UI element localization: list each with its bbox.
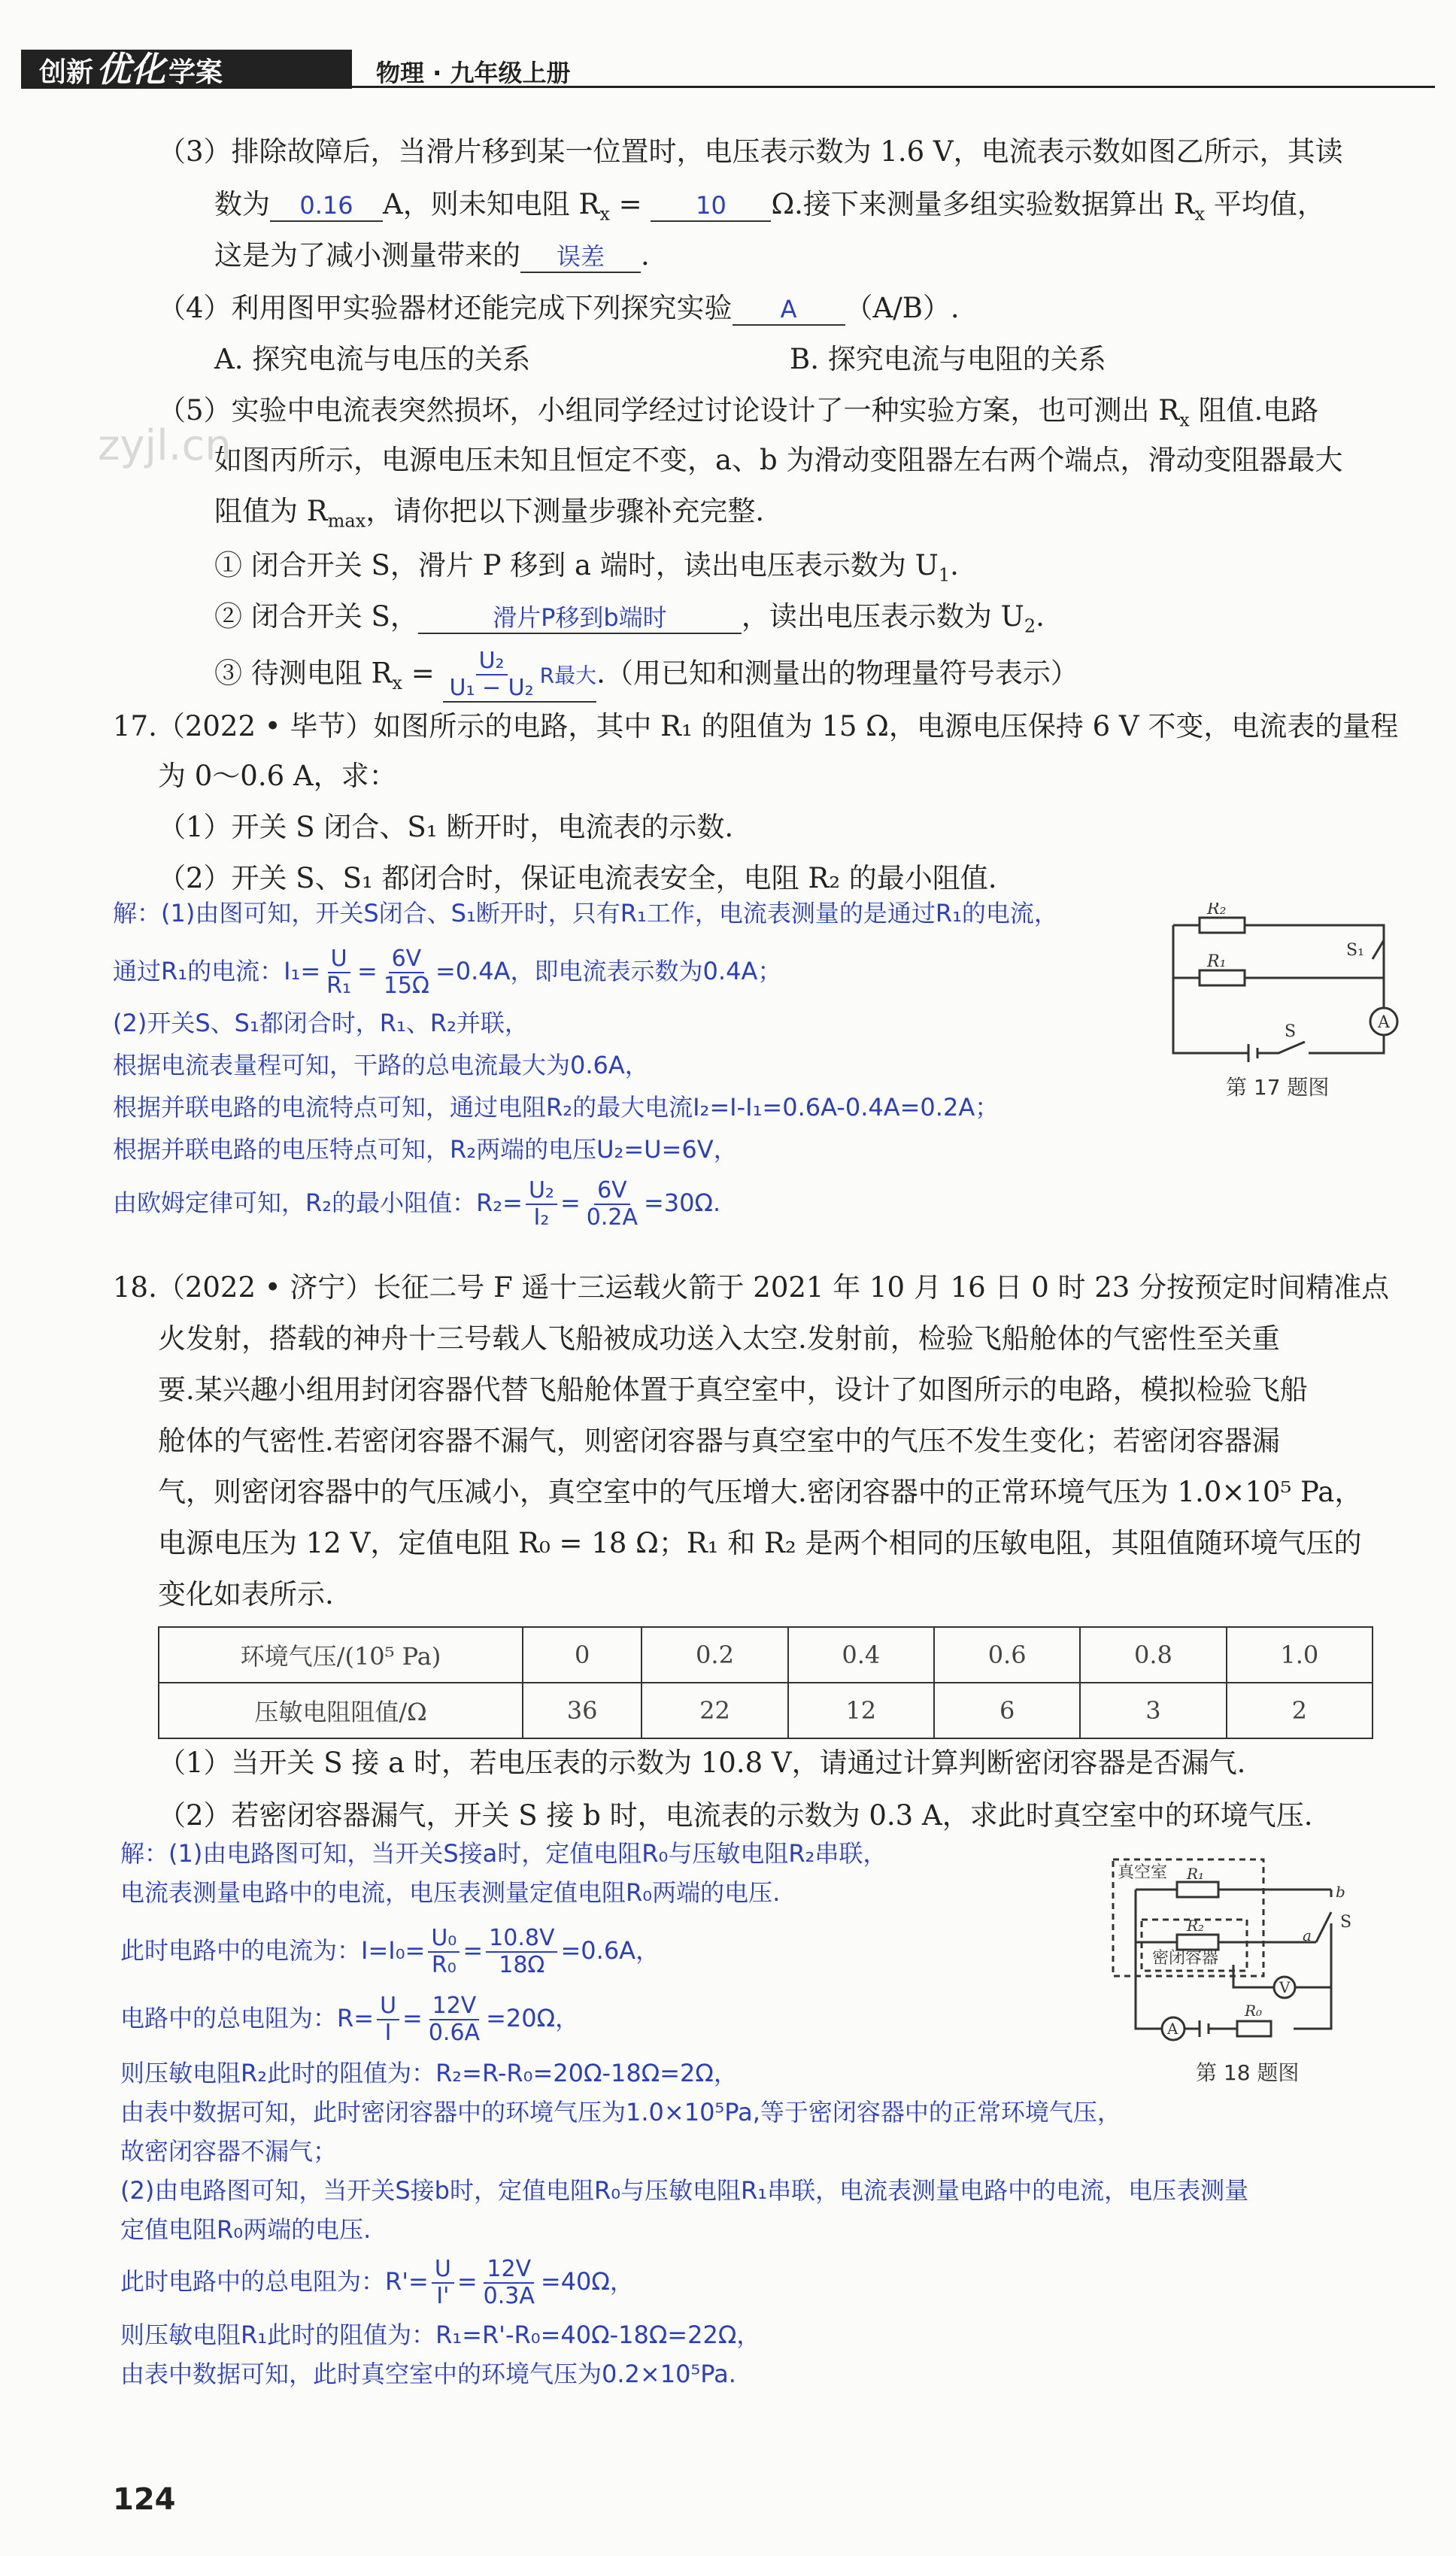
q16-p5-line2: 如图丙所示，电源电压未知且恒定不变，a、b 为滑动变阻器左右两个端点，滑动变阻器最大 [214, 444, 1343, 476]
brand-part-2: 优化 [96, 49, 166, 90]
q18-sol-8: (2)由电路图可知，当开关S接b时，定值电阻R₀与压敏电阻R₁串联，电流表测量电路中的电流，电压表测量 [120, 2176, 1249, 2205]
q17-sol-4: 根据电流表量程可知，干路的总电流最大为0.6A， [113, 1051, 649, 1079]
q18-sol-2: 电流表测量电路中的电流，电压表测量定值电阻R₀两端的电压. [120, 1878, 781, 1907]
q17-sol-6: 根据并联电路的电压特点可知，R₂两端的电压U₂=U=6V， [113, 1135, 738, 1164]
q18-line4: 舱体的气密性.若密闭容器不漏气，则密闭容器与真空室中的气压不发生变化；若密闭容器漏 [158, 1425, 1280, 1457]
option-a: A. 探究电流与电压的关系 [214, 343, 531, 375]
frac-num: U [377, 1993, 399, 2020]
table-cell: 0 [523, 1627, 642, 1683]
answer-resistance: 10 [651, 190, 771, 222]
frac-num: U₀ [428, 1926, 460, 1953]
frac-num: 6V [389, 946, 425, 973]
frac-num: U [432, 2257, 454, 2284]
frac [323, 946, 354, 999]
frac-den: R₀ [431, 1952, 457, 1978]
q18-sol-12: 由表中数据可知，此时真空室中的环境气压为0.2×10⁵Pa. [120, 2360, 736, 2388]
q16-text: （5）实验中电流表突然损坏，小组同学经过讨论设计了一种实验方案，也可测出 R [158, 394, 1180, 427]
q18-line6: 电源电压为 12 V，定值电阻 R₀ = 18 Ω；R₁ 和 R₂ 是两个相同的压敏电阻，其阻值随环境气压的 [158, 1527, 1362, 1559]
q18-sol-9: 定值电阻R₀两端的电压. [120, 2215, 372, 2244]
sol-text: 通过R₁的电流：I₁= [113, 957, 321, 985]
q17-figure-caption: 第 17 题图 [1226, 1075, 1330, 1100]
sol-text: = [457, 2267, 478, 2296]
frac [486, 1926, 557, 1978]
frac-den: 15Ω [383, 973, 429, 999]
table-cell: 2 [1227, 1683, 1373, 1738]
q16-text: （4）利用图甲实验器材还能完成下列探究实验 [158, 292, 733, 324]
label-r0: R₀ [1245, 2002, 1263, 2020]
q16-text: = [402, 657, 444, 690]
frac [526, 1178, 557, 1231]
q16-p3-line3 [214, 238, 650, 274]
table-cell: 1.0 [1227, 1627, 1373, 1683]
ammeter-label: A [1378, 1013, 1390, 1032]
q16-text: A，则未知电阻 R [383, 188, 600, 220]
table-row [159, 1683, 1373, 1738]
q16-text: 平均值， [1205, 188, 1325, 220]
q16-text: ① 闭合开关 S，滑片 P 移到 a 端时，读出电压表示数为 U [214, 549, 939, 581]
q16-text: （A/B）. [845, 292, 960, 324]
q17-sol-7 [113, 1178, 720, 1231]
sol-text: 此时电路中的总电阻为：R'= [120, 2267, 429, 2296]
frac-num: U₂ [526, 1178, 557, 1205]
sol-text: 此时电路中的电流为：I=I₀= [120, 1936, 426, 1965]
q18-line5: 气，则密闭容器中的气压减小，真空室中的气压增大.密闭容器中的正常环境气压为 1.0×10⁵ Pa， [158, 1476, 1363, 1508]
table-cell: 0.6 [934, 1627, 1080, 1683]
frac-den: 0.6A [428, 2020, 481, 2046]
frac-num: 12V [484, 2257, 534, 2284]
q17-sub2: （2）开关 S、S₁ 都闭合时，保证电流表安全，电阻 R₂ 的最小阻值. [158, 862, 997, 894]
q18-sol-11: 则压敏电阻R₁此时的阻值为：R₁=R'-R₀=40Ω-18Ω=22Ω， [120, 2321, 761, 2349]
q16-text: ，请你把以下测量步骤补充完整. [366, 495, 765, 527]
formula-rx [446, 648, 536, 701]
q16-p5-line1: （5）实验中电流表突然损坏，小组同学经过讨论设计了一种实验方案，也可测出 $R_x$ 阻值.电路 [158, 394, 1319, 431]
sol-text: = [463, 1936, 484, 1965]
brand-part-1: 创新 [39, 57, 94, 88]
label-r2: R₂ [1187, 1917, 1205, 1935]
q17-sol-1: 解：(1)由图可知，开关S闭合、S₁断开时，只有R₁工作，电流表测量的是通过R₁的电流， [113, 899, 1058, 927]
q16-p5-line3 [214, 493, 764, 539]
frac [377, 1993, 399, 2046]
q16-p3-line1: （3）排除故障后，当滑片移到某一位置时，电压表示数为 1.6 V，电流表示数如图乙所示，其读 [158, 135, 1343, 168]
q18-line3: 要.某兴趣小组用封闭容器代替飞船舱体置于真空室中，设计了如图所示的电路，模拟检验飞船 [158, 1374, 1308, 1406]
table-cell: 12 [788, 1683, 934, 1738]
switch-b-label: b [1336, 1883, 1345, 1901]
frac [481, 2257, 538, 2309]
brand-banner [21, 50, 352, 89]
q16-text: Ω.接下来测量多组实验数据算出 R [771, 188, 1195, 220]
pressure-resistance-table [158, 1626, 1373, 1739]
frac-num: 10.8V [486, 1926, 557, 1953]
q18-line2: 火发射，搭载的神舟十三号载人飞船被成功送入太空.发射前，检验飞船舱体的气密性至关重 [158, 1322, 1280, 1355]
q16-text: max [327, 510, 366, 532]
q17-line1: 17.（2022 • 毕节）如图所示的电路，其中 R₁ 的阻值为 15 Ω，电源电压保持 6 V 不变，电流表的量程 [113, 710, 1399, 742]
frac [381, 946, 432, 999]
label-vacuum: 真空室 [1118, 1863, 1168, 1882]
q18-sub2: （2）若密闭容器漏气，开关 S 接 b 时，电流表的示数为 0.3 A，求此时真空室中的环境气压. [158, 1799, 1313, 1832]
answer-error: 误差 [520, 241, 641, 273]
sol-text: 电路中的总电阻为：R= [120, 2004, 375, 2032]
frac [584, 1178, 641, 1231]
frac-den: I' [436, 2283, 450, 2309]
table-cell: 0.4 [788, 1627, 934, 1683]
sol-text: =30Ω. [643, 1188, 721, 1217]
frac-den: I [384, 2020, 392, 2046]
step-3: ③ 待测电阻 $R_x$ = $\frac{\text{U₂}}{\text{U₁ − U₂}}$ R最大.（用已知和测量出的物理量符号表示） [214, 648, 1078, 701]
frac-den: 0.2A [586, 1204, 638, 1231]
q18-circuit-diagram [1106, 1852, 1376, 2055]
q16-text: 这是为了减小测量带来的 [214, 239, 520, 272]
label-s1: S₁ [1346, 941, 1364, 960]
q17-sol-5: 根据并联电路的电流特点可知，通过电阻R₂的最大电流I₂=I-I₁=0.6A-0.4A=0.2A； [113, 1093, 999, 1122]
q18-sol-4 [120, 1993, 579, 2046]
sol-text: = [560, 1188, 581, 1217]
frac-num: U [328, 946, 350, 973]
q18-sol-10 [120, 2257, 634, 2309]
q16-text: 阻值为 R [214, 495, 328, 527]
voltmeter-label: V [1279, 1978, 1291, 1996]
q18-figure-caption: 第 18 题图 [1196, 2060, 1300, 2085]
q18-sol-1: 解：(1)由电路图可知，当开关S接a时，定值电阻R₀与压敏电阻R₂串联， [120, 1839, 887, 1868]
frac [432, 2257, 454, 2309]
sol-text: = [402, 2004, 423, 2032]
formula-den: U₁ − U₂ [449, 675, 534, 701]
frac-den: I₂ [533, 1204, 550, 1231]
label-r1: R₁ [1187, 1865, 1205, 1883]
answer-experiment: A [733, 294, 845, 326]
q18-sub1: （1）当开关 S 接 a 时，若电压表的示数为 10.8 V，请通过计算判断密闭容器是否漏气. [158, 1747, 1246, 1779]
frac [428, 1926, 460, 1978]
label-r1: R₁ [1207, 952, 1227, 971]
q16-text: = [609, 188, 651, 220]
table-cell: 3 [1080, 1683, 1226, 1738]
sol-text: 由欧姆定律可知，R₂的最小阻值：R₂= [113, 1188, 523, 1217]
option-b: B. 探究电流与电阻的关系 [790, 343, 1106, 375]
label-r2: R₂ [1207, 903, 1227, 918]
q16-text: 阻值.电路 [1189, 394, 1319, 427]
q16-p4 [158, 290, 960, 326]
table-cell: 22 [642, 1683, 787, 1738]
watermark: zyjl.cn [98, 421, 232, 470]
brand-part-3: 学案 [168, 57, 223, 88]
q18-sol-3 [120, 1926, 660, 1978]
q17-sub1: （1）开关 S 闭合、S₁ 断开时，电流表的示数. [158, 811, 734, 843]
ammeter-label: A [1167, 2020, 1178, 2038]
formula-tail: R最大 [539, 663, 597, 688]
q18-line7: 变化如表所示. [158, 1578, 334, 1610]
q16-text: 数为 [214, 188, 270, 220]
switch-s-label: S [1340, 1913, 1352, 1932]
table-header-cell: 环境气压/(10⁵ Pa) [159, 1627, 523, 1683]
sol-text: = [357, 957, 378, 985]
q17-sol-2 [113, 946, 781, 999]
sol-text: =20Ω， [486, 2004, 580, 2032]
q16-text: .（用已知和测量出的物理量符号表示） [596, 657, 1078, 690]
q16-text: ② 闭合开关 S， [214, 600, 418, 633]
sol-text: =0.4A，即电流表示数为0.4A； [435, 957, 782, 985]
switch-a-label: a [1303, 1926, 1312, 1944]
frac-num: 6V [594, 1178, 630, 1205]
answer-step2: 滑片P移到b端时 [418, 603, 742, 634]
subject-title: 物理 · 九年级上册 [376, 59, 571, 87]
q16-text: ，读出电压表示数为 U [741, 600, 1024, 633]
step-2: ② 闭合开关 S， 滑片P移到b端时 ，读出电压表示数为 $U_2$. [214, 600, 1045, 637]
q18-line1: 18.（2022 • 济宁）长征二号 F 遥十三运载火箭于 2021 年 10 月 16 日 0 时 23 分按预定时间精准点 [113, 1271, 1390, 1304]
frac [426, 1993, 483, 2046]
frac-den: R₁ [326, 973, 352, 999]
q16-p3-line2: 数为 0.16 A，则未知电阻 $R_x = 10$ Ω.接下来测量多组实验数据算出 $R_x$ 平均值， [214, 188, 1325, 225]
table-cell: 0.2 [642, 1627, 787, 1683]
label-s: S [1285, 1022, 1297, 1041]
table-row [159, 1627, 1373, 1683]
frac-den: 0.3A [483, 2283, 535, 2309]
q16-text: ③ 待测电阻 R [214, 657, 393, 690]
table-cell: 0.8 [1080, 1627, 1226, 1683]
sol-text: =40Ω， [540, 2267, 634, 2296]
q18-sol-7: 故密闭容器不漏气； [120, 2137, 338, 2166]
table-cell: 6 [934, 1683, 1080, 1738]
sol-text: =0.6A， [560, 1936, 660, 1965]
page-number: 124 [113, 2482, 176, 2517]
frac-num: 12V [429, 1993, 480, 2020]
frac-den: 18Ω [499, 1952, 545, 1978]
label-container: 密闭容器 [1152, 1949, 1219, 1968]
table-cell: 36 [523, 1683, 642, 1738]
answer-current: 0.16 [270, 190, 383, 222]
q16-text: . [641, 239, 650, 272]
formula-num: U₂ [476, 648, 508, 675]
q17-sol-3: (2)开关S、S₁都闭合时，R₁、R₂并联， [113, 1009, 529, 1037]
table-header-cell: 压敏电阻阻值/Ω [159, 1683, 523, 1738]
q18-sol-6: 由表中数据可知，此时密闭容器中的环境气压为1.0×10⁵Pa,等于密闭容器中的正常环境气压， [120, 2098, 1121, 2126]
q17-circuit-diagram [1158, 903, 1399, 1076]
step-1: ① 闭合开关 S，滑片 P 移到 a 端时，读出电压表示数为 $U_1$. [214, 549, 959, 586]
q17-line2: 为 0～0.6 A，求： [158, 760, 397, 792]
q18-sol-5: 则压敏电阻R₂此时的阻值为：R₂=R-R₀=20Ω-18Ω=2Ω， [120, 2059, 738, 2087]
